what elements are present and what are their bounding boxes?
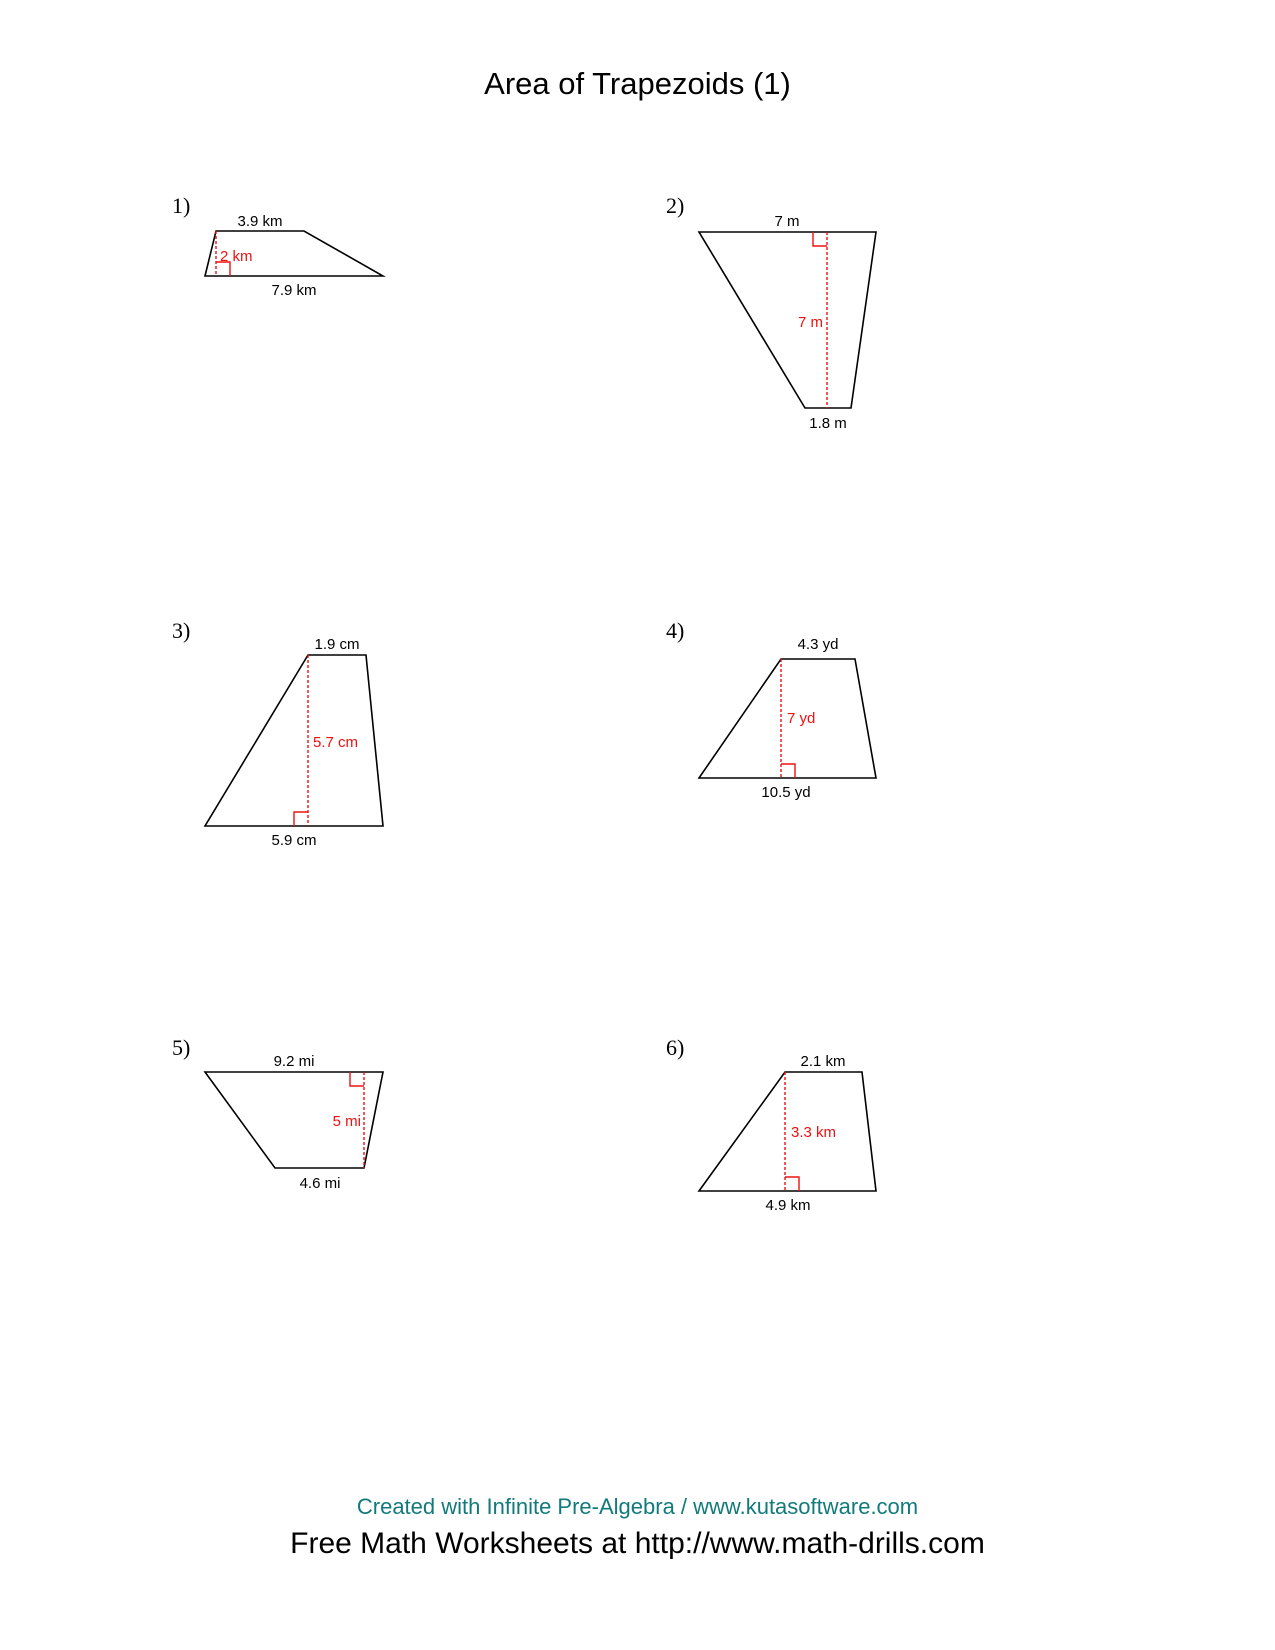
trapezoid-1-bottom-label: 7.9 km — [271, 282, 317, 299]
problem-number-6: 6) — [666, 1035, 685, 1060]
trapezoid-3-top-label: 1.9 cm — [314, 636, 360, 653]
trapezoid-1 — [205, 213, 383, 299]
problem-number-5: 5) — [172, 1035, 191, 1060]
trapezoid-2 — [699, 213, 876, 432]
trapezoid-5-height-label: 5 mi — [332, 1113, 361, 1130]
trapezoid-5-top-label: 9.2 mi — [273, 1053, 315, 1070]
problem-number-3: 3) — [172, 618, 191, 643]
trapezoid-2-height-label: 7 m — [797, 314, 823, 331]
trapezoid-4-right-angle — [781, 764, 795, 778]
trapezoid-6-height-label: 3.3 km — [791, 1124, 837, 1141]
trapezoid-4-height-label: 7 yd — [787, 710, 816, 727]
problem-number-1: 1) — [172, 193, 191, 218]
trapezoid-2-bottom-label: 1.8 m — [809, 415, 847, 432]
page-title: Area of Trapezoids (1) — [484, 66, 791, 101]
trapezoid-3-right-angle — [294, 812, 308, 826]
trapezoid-1-height-label: 2 km — [220, 248, 253, 265]
footer-link: Free Math Worksheets at http://www.math-drills.com — [290, 1527, 985, 1560]
trapezoid-5-bottom-label: 4.6 mi — [299, 1175, 341, 1192]
trapezoid-2-right-angle — [813, 232, 827, 246]
trapezoid-3-height-label: 5.7 cm — [313, 734, 359, 751]
trapezoid-6 — [699, 1053, 876, 1214]
trapezoid-5 — [205, 1053, 383, 1192]
trapezoid-6-right-angle — [785, 1177, 799, 1191]
problem-number-2: 2) — [666, 193, 685, 218]
problem-number-4: 4) — [666, 618, 685, 643]
trapezoid-6-bottom-label: 4.9 km — [765, 1197, 811, 1214]
trapezoid-3-bottom-label: 5.9 cm — [271, 832, 317, 849]
trapezoid-5-right-angle — [350, 1072, 364, 1086]
trapezoid-4-bottom-label: 10.5 yd — [761, 784, 811, 801]
trapezoid-4-top-label: 4.3 yd — [797, 636, 839, 653]
trapezoid-1-top-label: 3.9 km — [237, 213, 283, 230]
trapezoid-2-top-label: 7 m — [774, 213, 800, 230]
trapezoid-6-outline — [699, 1072, 876, 1191]
trapezoid-3 — [205, 636, 383, 849]
trapezoid-4 — [699, 636, 876, 801]
trapezoid-2-outline — [699, 232, 876, 408]
trapezoid-6-top-label: 2.1 km — [800, 1053, 846, 1070]
footer-credit: Created with Infinite Pre-Algebra / www.kutasoftware.com — [356, 1494, 919, 1519]
